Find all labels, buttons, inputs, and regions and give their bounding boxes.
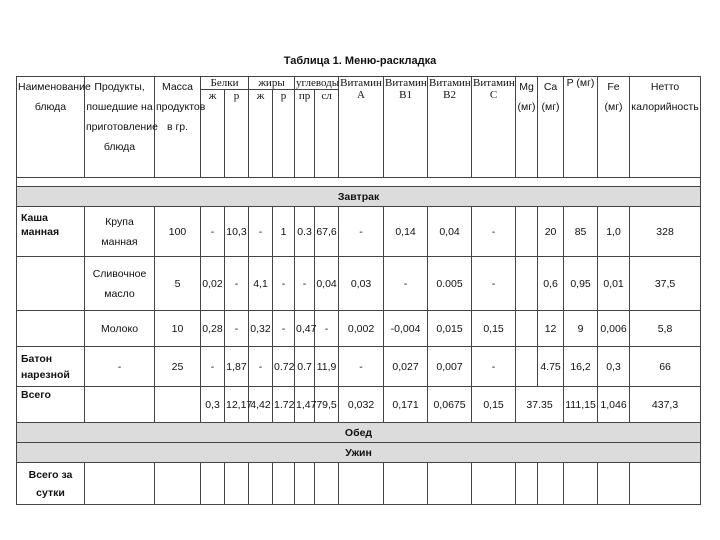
value-cell: 0,28: [201, 311, 225, 347]
dish-name: Каша манная: [17, 207, 85, 257]
sub-header: ж: [201, 90, 225, 178]
value-cell: -: [225, 257, 249, 311]
value-cell: 37,5: [630, 257, 701, 311]
section-dinner-row: [17, 443, 701, 463]
header-carbs: углеводы: [296, 77, 340, 89]
table-row: [17, 311, 701, 347]
value-cell: 0,32: [249, 311, 273, 347]
total-cell: 12,17: [225, 387, 249, 423]
mass-cell: 5: [155, 257, 201, 311]
value-cell: -: [315, 311, 339, 347]
value-cell: 12: [538, 311, 564, 347]
mass-cell: 10: [155, 311, 201, 347]
value-cell: -: [249, 207, 273, 257]
total-cell: 37.35: [516, 387, 564, 423]
header-proteins: Белки: [201, 77, 249, 90]
value-cell: 4.75: [538, 347, 564, 387]
value-cell: 0,006: [598, 311, 630, 347]
product-name: -: [85, 347, 155, 387]
table-title: Таблица 1. Меню-раскладка: [283, 55, 437, 67]
value-cell: -: [295, 257, 315, 311]
value-cell: 0.3: [295, 207, 315, 257]
total-cell: 111,15: [564, 387, 598, 423]
value-cell: 1,0: [598, 207, 630, 257]
section-dinner: Ужин: [17, 443, 701, 463]
sub-header: р: [273, 90, 295, 178]
value-cell: 0,02: [201, 257, 225, 311]
value-cell: -: [225, 311, 249, 347]
header-vitamin-b1: Витамин В1: [384, 77, 428, 178]
value-cell: 66: [630, 347, 701, 387]
header-vitamin-a: Витамин А: [339, 77, 384, 178]
header-vitamin-b2: Витамин В2: [428, 77, 472, 178]
total-cell: 1,046: [598, 387, 630, 423]
header-fats: жиры: [249, 77, 295, 90]
value-cell: [516, 347, 538, 387]
value-cell: 0,15: [472, 311, 516, 347]
section-breakfast-row: [17, 187, 701, 207]
value-cell: [516, 207, 538, 257]
total-cell: 437,3: [630, 387, 701, 423]
value-cell: -: [249, 347, 273, 387]
value-cell: -: [339, 347, 384, 387]
header-mass: Масса продуктов в гр.: [155, 77, 201, 178]
table-row: [17, 207, 701, 257]
total-cell: 0,0675: [428, 387, 472, 423]
value-cell: 0,002: [339, 311, 384, 347]
header-vitamin-c: Витамин С: [472, 77, 516, 178]
day-total-row: [17, 463, 701, 505]
empty-cell: [155, 387, 201, 423]
value-cell: 0,03: [339, 257, 384, 311]
value-cell: -: [384, 257, 428, 311]
value-cell: 10,3: [225, 207, 249, 257]
dish-name: [17, 311, 85, 347]
total-label: Всего: [17, 387, 85, 423]
total-row: [17, 387, 701, 423]
value-cell: 0,015: [428, 311, 472, 347]
value-cell: 85: [564, 207, 598, 257]
total-cell: 1.72: [273, 387, 295, 423]
sub-header: р: [225, 90, 249, 178]
value-cell: 0.72: [273, 347, 295, 387]
value-cell: 328: [630, 207, 701, 257]
section-breakfast: Завтрак: [17, 187, 701, 207]
empty-cell: [85, 387, 155, 423]
value-cell: 20: [538, 207, 564, 257]
value-cell: 1: [273, 207, 295, 257]
value-cell: 0,47: [295, 311, 315, 347]
total-cell: 79,5: [315, 387, 339, 423]
value-cell: 0,3: [598, 347, 630, 387]
value-cell: -0,004: [384, 311, 428, 347]
dish-name: [17, 257, 85, 311]
value-cell: 0.7: [295, 347, 315, 387]
value-cell: 0,04: [315, 257, 339, 311]
value-cell: 67,6: [315, 207, 339, 257]
total-cell: 0,15: [472, 387, 516, 423]
mass-cell: 25: [155, 347, 201, 387]
section-lunch-row: [17, 423, 701, 443]
dish-name: Батон нарезной: [17, 347, 85, 387]
sub-header: ж: [249, 90, 273, 178]
day-total-label: Всего за сутки: [17, 463, 85, 505]
table-row: [17, 257, 701, 311]
value-cell: 0,6: [538, 257, 564, 311]
total-cell: 0,3: [201, 387, 225, 423]
value-cell: 0,007: [428, 347, 472, 387]
mass-cell: 100: [155, 207, 201, 257]
spacer-row: [17, 178, 701, 187]
value-cell: 9: [564, 311, 598, 347]
value-cell: 0,95: [564, 257, 598, 311]
value-cell: -: [201, 347, 225, 387]
value-cell: -: [472, 257, 516, 311]
value-cell: 0,14: [384, 207, 428, 257]
header-products: Продукты, пошедшие на приготовление блюда: [85, 77, 155, 178]
product-name: Сливочное масло: [85, 257, 155, 311]
value-cell: -: [273, 257, 295, 311]
value-cell: 4,1: [249, 257, 273, 311]
total-cell: 4,42: [249, 387, 273, 423]
total-cell: 1,47: [295, 387, 315, 423]
sub-header: сл: [315, 90, 339, 178]
header-p: P (мг): [564, 77, 598, 178]
section-lunch: Обед: [17, 423, 701, 443]
sub-header: пр: [295, 90, 315, 178]
value-cell: 1,87: [225, 347, 249, 387]
product-name: Молоко: [85, 311, 155, 347]
value-cell: -: [339, 207, 384, 257]
value-cell: [516, 311, 538, 347]
value-cell: -: [273, 311, 295, 347]
total-cell: 0,032: [339, 387, 384, 423]
value-cell: 0,027: [384, 347, 428, 387]
product-name: Крупа манная: [85, 207, 155, 257]
value-cell: 5,8: [630, 311, 701, 347]
value-cell: 11,9: [315, 347, 339, 387]
menu-table: [16, 76, 701, 505]
table-row: [17, 347, 701, 387]
header-netto: Нетто калорийность: [630, 77, 701, 178]
value-cell: 16,2: [564, 347, 598, 387]
total-cell: 0,171: [384, 387, 428, 423]
value-cell: [516, 257, 538, 311]
header-mg: Mg (мг): [516, 77, 538, 178]
header-fe: Fe (мг): [598, 77, 630, 178]
value-cell: -: [472, 347, 516, 387]
value-cell: 0,04: [428, 207, 472, 257]
value-cell: 0,01: [598, 257, 630, 311]
header-row: [17, 77, 701, 90]
header-ca: Ca (мг): [538, 77, 564, 178]
value-cell: -: [201, 207, 225, 257]
value-cell: 0.005: [428, 257, 472, 311]
header-dish-name: Наименование блюда: [17, 77, 85, 178]
value-cell: -: [472, 207, 516, 257]
